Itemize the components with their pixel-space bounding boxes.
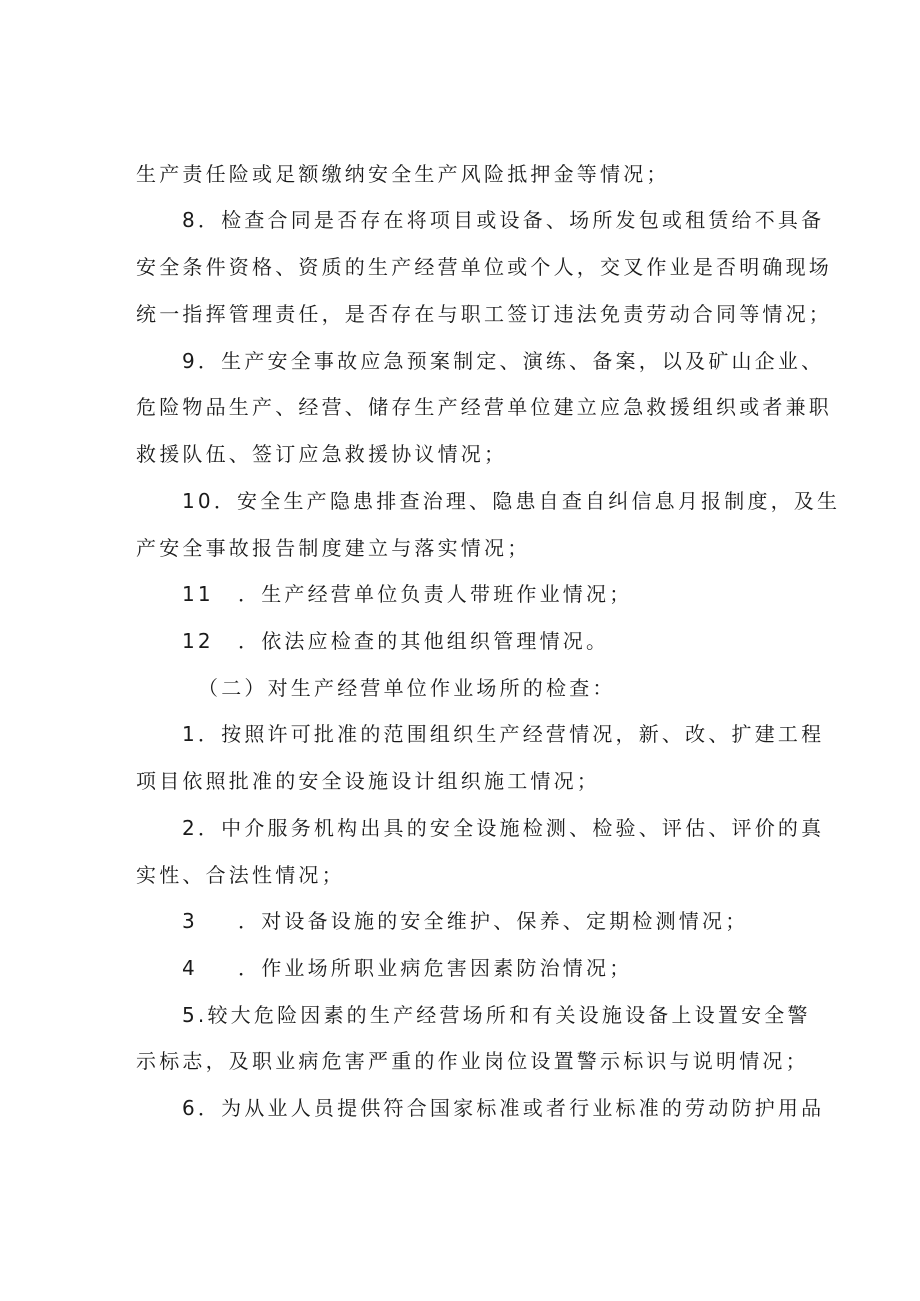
item-text: ．依法应检查的其他组织管理情况。 — [238, 629, 610, 653]
item-text: ．作业场所职业病危害因素防治情况； — [238, 956, 633, 980]
paragraph-4 — [182, 954, 632, 982]
text-line: 生产责任险或足额缴纳安全生产风险抵押金等情况； — [136, 162, 670, 186]
section-heading: （二）对生产经营单位作业场所的检查： — [198, 676, 616, 700]
text-line: 救援队伍、签订应急救援协议情况； — [136, 442, 508, 466]
text-line: 示标志，及职业病危害严重的作业岗位设置警示标识与说明情况； — [136, 1049, 809, 1073]
text-line: 实性、合法性情况； — [136, 863, 345, 887]
text-line: 产安全事故报告制度建立与落实情况； — [136, 536, 531, 560]
text-line: 危险物品生产、经营、储存生产经营单位建立应急救援组织或者兼职 — [136, 395, 832, 419]
paragraph-8-start: 8．检查合同是否存在将项目或设备、场所发包或租赁给不具备 — [182, 208, 825, 232]
item-text: ．对设备设施的安全维护、保养、定期检测情况； — [238, 909, 749, 933]
paragraph-10-start: 10．安全生产隐患排查治理、隐患自查自纠信息月报制度，及生 — [182, 489, 841, 513]
paragraph-1-start: 1．按照许可批准的范围组织生产经营情况，新、改、扩建工程 — [182, 722, 825, 746]
item-number: 4 — [182, 956, 198, 980]
text-line: 安全条件资格、资质的生产经营单位或个人，交叉作业是否明确现场 — [136, 255, 832, 279]
text-line: 项目依照批准的安全设施设计组织施工情况； — [136, 769, 600, 793]
text-line: 统一指挥管理责任，是否存在与职工签订违法免责劳动合同等情况； — [136, 302, 832, 326]
paragraph-9-start: 9．生产安全事故应急预案制定、演练、备案，以及矿山企业、 — [182, 349, 825, 373]
paragraph-11 — [182, 580, 632, 608]
item-number: 3 — [182, 909, 198, 933]
paragraph-3 — [182, 907, 748, 935]
paragraph-5-start: 5.较大危险因素的生产经营场所和有关设施设备上设置安全警 — [182, 1003, 811, 1027]
item-number: 11 — [182, 582, 214, 606]
paragraph-2-start: 2．中介服务机构出具的安全设施检测、检验、评估、评价的真 — [182, 816, 825, 840]
paragraph-6-start: 6．为从业人员提供符合国家标准或者行业标准的劳动防护用品 — [182, 1096, 825, 1120]
item-text: ．生产经营单位负责人带班作业情况； — [238, 582, 633, 606]
item-number: 12 — [182, 629, 214, 653]
paragraph-12 — [182, 627, 609, 655]
